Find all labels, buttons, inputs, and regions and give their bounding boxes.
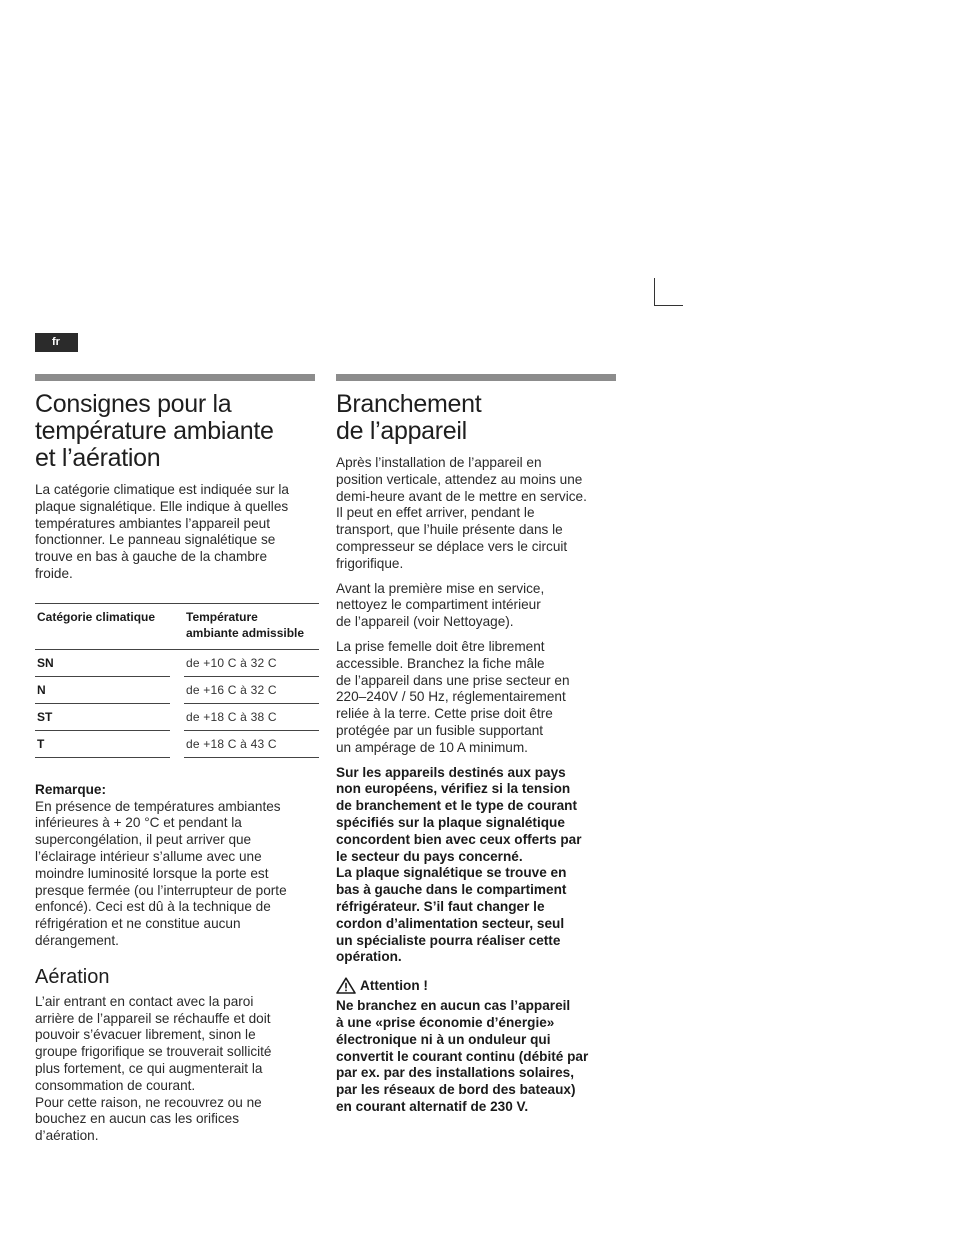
installation-text: Après l’installation de l’appareil en position verticale, attendez au moins une demi-heure avant de le mettre en service. Il peut en effet arriver, pendant le transport, que l’huile présente dans le compresseur se déplace vers le circuit frigorifique. xyxy=(336,455,587,571)
remark-text: En présence de températures ambiantes inférieures à + 20 °C et pendant la supercongélation, il peut arriver que l’éclairage intérieur s’allume avec une moindre luminosité lorsque la porte est presque fermée (ou l’interrupteur de porte enfoncé). Ceci est dû à la technique de réfrigération et ne constitue aucun dérangement. xyxy=(35,798,287,948)
climate-table xyxy=(35,603,319,758)
cleaning-text: Avant la première mise en service, nettoyez le compartiment intérieur de l’appareil (voir Nettoyage). xyxy=(336,580,545,630)
language-tab: fr xyxy=(35,333,78,352)
climate-intro-text: La catégorie climatique est indiquée sur la plaque signalétique. Elle indique à quelles températures ambiantes l’appareil peut fonctionner. Le panneau signalétique se trouve en bas à gauche de la chambre froide. xyxy=(35,482,289,581)
aeration-title: Aération xyxy=(35,965,110,988)
table-header-row xyxy=(35,603,319,649)
row-gap xyxy=(170,676,184,703)
section-title-temperature: Consignes pour la température ambiante et l’aération xyxy=(35,390,274,472)
header-temperature: Température ambiante admissible xyxy=(184,603,319,649)
section-rule xyxy=(35,374,315,381)
left-column xyxy=(35,374,319,1145)
aeration-text: L’air entrant en contact avec la paroi arrière de l’appareil se réchauffe et doit pouvoir s’évacuer librement, sinon le groupe frigorifique se trouverait sollicité plus fortement, ce qui augmenterait la consommation de courant. Pour cette raison, ne recouvrez ou ne bouchez en aucun cas les orifices d’aération. xyxy=(35,993,272,1144)
warning-triangle-icon xyxy=(336,977,356,994)
attention-label: Attention ! xyxy=(360,978,428,994)
temperature-range: de +16 C à 32 C xyxy=(184,676,319,703)
climate-class: T xyxy=(35,730,170,757)
row-gap xyxy=(170,703,184,730)
crop-mark xyxy=(654,278,683,306)
climate-class: SN xyxy=(35,649,170,676)
temperature-range: de +18 C à 43 C xyxy=(184,730,319,757)
attention-text: Ne branchez en aucun cas l’appareil à une «prise économie d’énergie» électronique ni à un onduleur qui convertit le courant continu (débité par par ex. par des installations solaires, par les réseaux de bord des bateaux) en courant alternatif de 230 V. xyxy=(336,998,589,1114)
right-column xyxy=(336,374,620,1116)
socket-text: La prise femelle doit être librement accessible. Branchez la fiche mâle de l’appareil dans une prise secteur en 220–240V / 50 Hz, réglementairement reliée à la terre. Cette prise doit être protégée par un fusible supportant un ampérage de 10 A minimum. xyxy=(336,638,570,755)
section-rule xyxy=(336,374,616,381)
table-row xyxy=(35,703,319,730)
temperature-range: de +18 C à 38 C xyxy=(184,703,319,730)
table-row xyxy=(35,676,319,703)
remark-label: Remarque: xyxy=(35,781,107,797)
row-gap xyxy=(170,730,184,757)
climate-class: N xyxy=(35,676,170,703)
voltage-notice: Sur les appareils destinés aux pays non européens, vérifiez si la tension de branchement et le type de courant spécifiés sur la plaque signalétique concordent bien avec ceux offerts par le secteur du pays concerné. La plaque signalétique se trouve en bas à gauche dans le compartiment réfrigérateur. S’il faut changer le cordon d’alimentation secteur, seul un spécialiste pourra réaliser cette opération. xyxy=(336,764,582,965)
temperature-range: de +10 C à 32 C xyxy=(184,649,319,676)
attention-heading xyxy=(336,977,620,994)
row-gap xyxy=(170,649,184,676)
header-gap xyxy=(170,603,184,649)
section-title-connection: Branchement de l’appareil xyxy=(336,390,482,445)
climate-class: ST xyxy=(35,703,170,730)
table-row xyxy=(35,649,319,676)
table-row xyxy=(35,730,319,757)
header-category: Catégorie climatique xyxy=(35,603,170,649)
